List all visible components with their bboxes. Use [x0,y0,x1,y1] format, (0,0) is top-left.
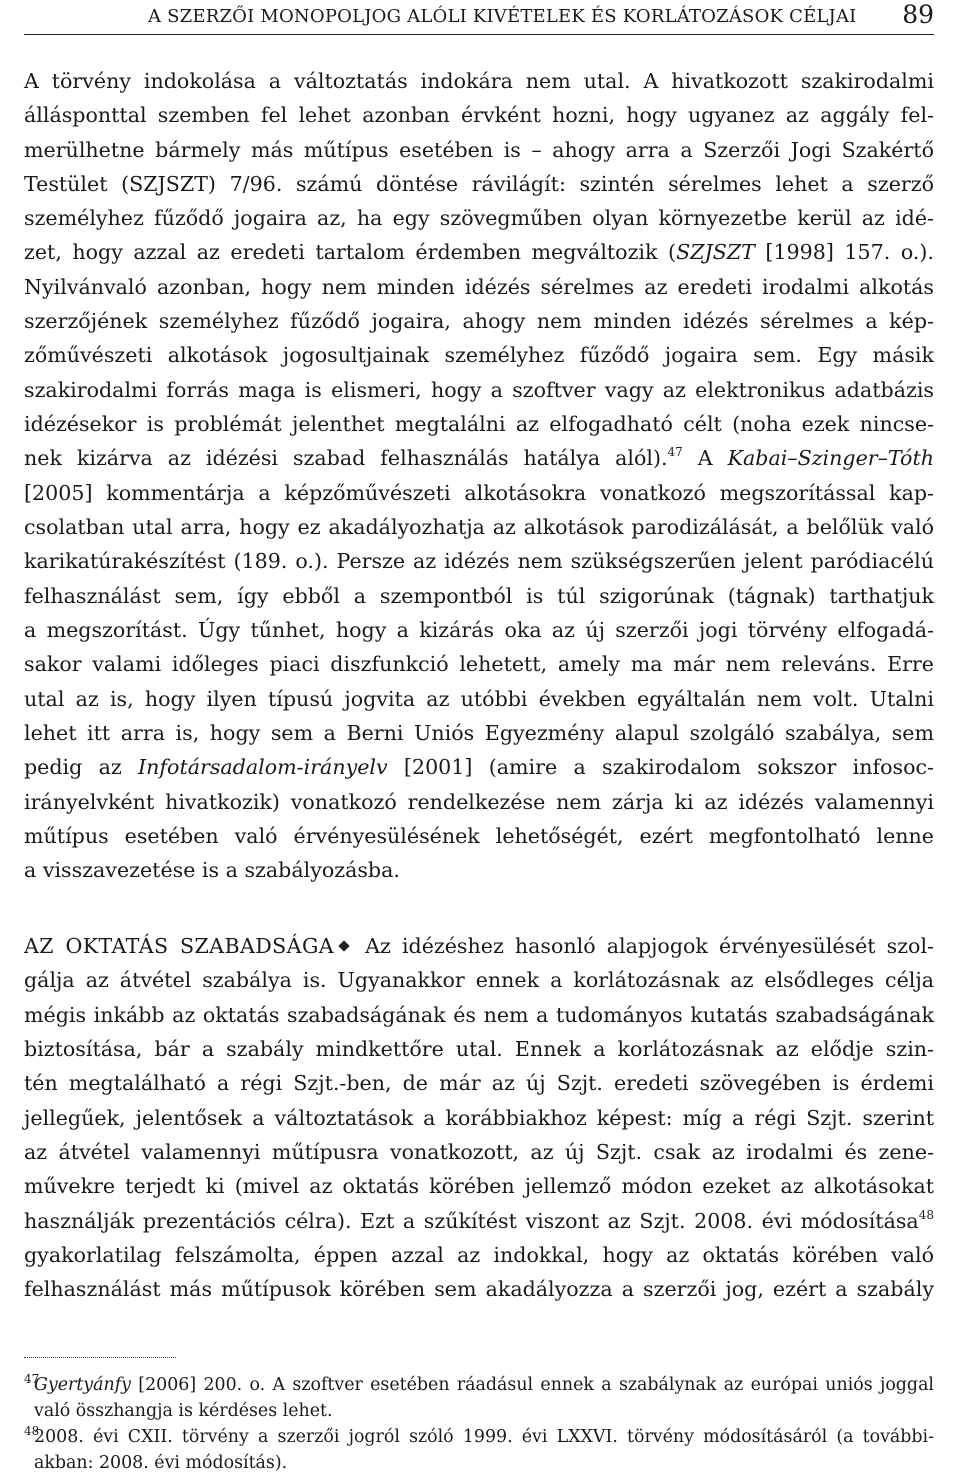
text-line: A törvény indokolása a változtatás indokára nem utal. A hivatkozott szakirodalmi [24,69,934,93]
text-span: [1998] 157. o.). [754,240,934,264]
text-line: mégis inkább az oktatás szabadságának és nem a tudományos kutatás szabadságának [24,1003,934,1027]
text-line: merülhetne bármely más műtípus esetében is – ahogy arra a Szerzői Jogi Szakértő [24,138,934,162]
text-line: a visszavezetése is a szabályozásba. [24,858,400,882]
footnote-text [34,1372,934,1398]
footnote-48 [24,1424,934,1450]
text-line: zőművészeti alkotások jogosultjainak személyhez fűződő jogaira sem. Egy másik [24,343,934,367]
text-line: felhasználást sem, így ebből a szempontból is túl szigorúnak (tágnak) tarthatjuk [24,584,934,608]
text-line: művekre terjedt ki (mivel az oktatás körében jellemző módon ezeket az alkotásokat [24,1174,934,1198]
text-line: jellegűek, jelentősek a változtatások a korábbiakhoz képest: míg a régi Szjt. szerint [24,1106,934,1130]
text-line: gyakorlatilag felszámolta, éppen azzal az indokkal, hogy az oktatás körében való [24,1243,934,1267]
page-number: 89 [902,0,934,29]
text-line [24,235,934,269]
text-line: állásponttal szemben fel lehet azonban érvként hozni, hogy ugyanez az aggály fel- [24,103,934,127]
running-title: A SZERZŐI MONOPOLJOG ALÓLI KIVÉTELEK ÉS KORLÁTOZÁSOK CÉLJAI [148,6,857,27]
text-line: gálja az átvétel szabálya is. Ugyanakkor ennek a korlátozásnak az elsődleges célja [24,968,934,992]
footnote-text: 2008. évi CXII. törvény a szerzői jogról szóló 1999. évi LXXVI. törvény módosításáról (a további- [34,1427,934,1447]
text-line: idézésekor is problémát jelenthet megtalálni az elfogadható célt (noha ezek nincse- [24,412,934,436]
footnote-text: akban: 2008. évi módosítás). [34,1453,288,1473]
text-line: felhasználást más műtípusok körében sem akadályozza a szerzői jog, ezért a szabály [24,1277,934,1301]
text-line: Nyilvánvaló azonban, hogy nem minden idézés sérelmes az eredeti irodalmi alkotás [24,275,934,299]
text-span: Az idézéshez hasonló alapjogok érvényesülését szol- [354,934,934,958]
text-span: pedig az [24,755,139,779]
footnote-47 [24,1372,934,1398]
text-line [24,1204,934,1238]
text-line: [2005] kommentárja a képzőművészeti alkotásokra vonatkozó megszorítással kap- [24,481,934,505]
citation-italic: Kabai–Szinger–Tóth [727,446,934,470]
text-line [24,441,934,475]
text-span: [2006] 200. o. A szoftver esetében ráadásul ennek a szabálynak az európai uniós joggal [130,1375,934,1395]
footnote-text: való összhangja is kérdéses lehet. [34,1401,333,1421]
diamond-bullet-icon [338,940,349,951]
text-line: a megszorítást. Úgy tűnhet, hogy a kizárás oka az új szerzői jogi törvény elfogadá- [24,618,934,642]
text-line: tén megtalálható a régi Szjt.-ben, de már az új Szjt. eredeti szövegében is érdemi [24,1071,934,1095]
footnote-ref-47[interactable]: 47 [667,445,683,459]
footnote-number: 47 [24,1372,40,1386]
section-heading: AZ OKTATÁS SZABADSÁGA [24,934,335,958]
citation-italic: Infotársadalom-irányelv [138,755,388,779]
text-line: karikatúrakészítést (189. o.). Persze az idézés nem szükségszerűen jelent paródiacélú [24,549,934,573]
footnote-48-cont [24,1450,934,1476]
text-line: lehet itt arra is, hogy sem a Berni Uniós Egyezmény alapul szolgáló szabálya, sem [24,721,934,745]
text-line: sakor valami időleges piaci diszfunkció lehetett, amely ma már nem releváns. Erre [24,652,934,676]
text-line: szerzőjének személyhez fűződő jogaira, ahogy nem minden idézés sérelmes a kép- [24,309,934,333]
text-line: irányelvként hivatkozik) vonatkozó rendelkezése nem zárja ki az idézés valamennyi [24,790,934,814]
text-line: műtípus esetében való érvényesülésének lehetőségét, ezért megfontolható lenne [24,824,934,848]
running-head [24,2,934,35]
text-span: zet, hogy azzal az eredeti tartalom érdemben megváltozik ( [24,240,677,264]
text-line: biztosítása, bár a szabály mindkettőre utal. Ennek a korlátozásnak az elődje szin- [24,1037,934,1061]
text-line: az átvétel valamennyi műtípusra vonatkozott, az új Szjt. csak az irodalmi és zene- [24,1140,934,1164]
footnote-47-cont [24,1398,934,1424]
footnote-number: 48 [24,1424,40,1438]
text-line: csolatban utal arra, hogy ez akadályozhatja az alkotások parodizálását, a belőlük való [24,515,934,539]
text-span: A [682,446,728,470]
text-span: használják prezentációs célra). Ezt a szűkítést viszont az Szjt. 2008. évi módosítása [24,1209,919,1233]
citation-italic: SZJSZT [676,240,755,264]
text-line: Testület (SZJSZT) 7/96. számú döntése rávilágít: szintén sérelmes lehet a szerző [24,172,934,196]
text-line [24,750,934,784]
text-line [24,929,934,963]
text-span: nek kizárva az idézési szabad felhasználás hatálya alól). [24,446,668,470]
footnote-separator [24,1357,176,1358]
text-line: utal az is, hogy ilyen típusú jogvita az utóbbi években egyáltalán nem volt. Utalni [24,687,934,711]
text-span: [2001] (amire a szakirodalom sokszor infosoc- [387,755,934,779]
footnote-ref-48[interactable]: 48 [918,1208,934,1222]
text-line: szakirodalmi forrás maga is elismeri, hogy a szoftver vagy az elektronikus adatbázis [24,378,934,402]
citation-italic: Gyertyánfy [34,1375,131,1395]
text-line: személyhez fűződő jogaira az, ha egy szövegműben olyan környezetbe kerül az idé- [24,206,934,230]
